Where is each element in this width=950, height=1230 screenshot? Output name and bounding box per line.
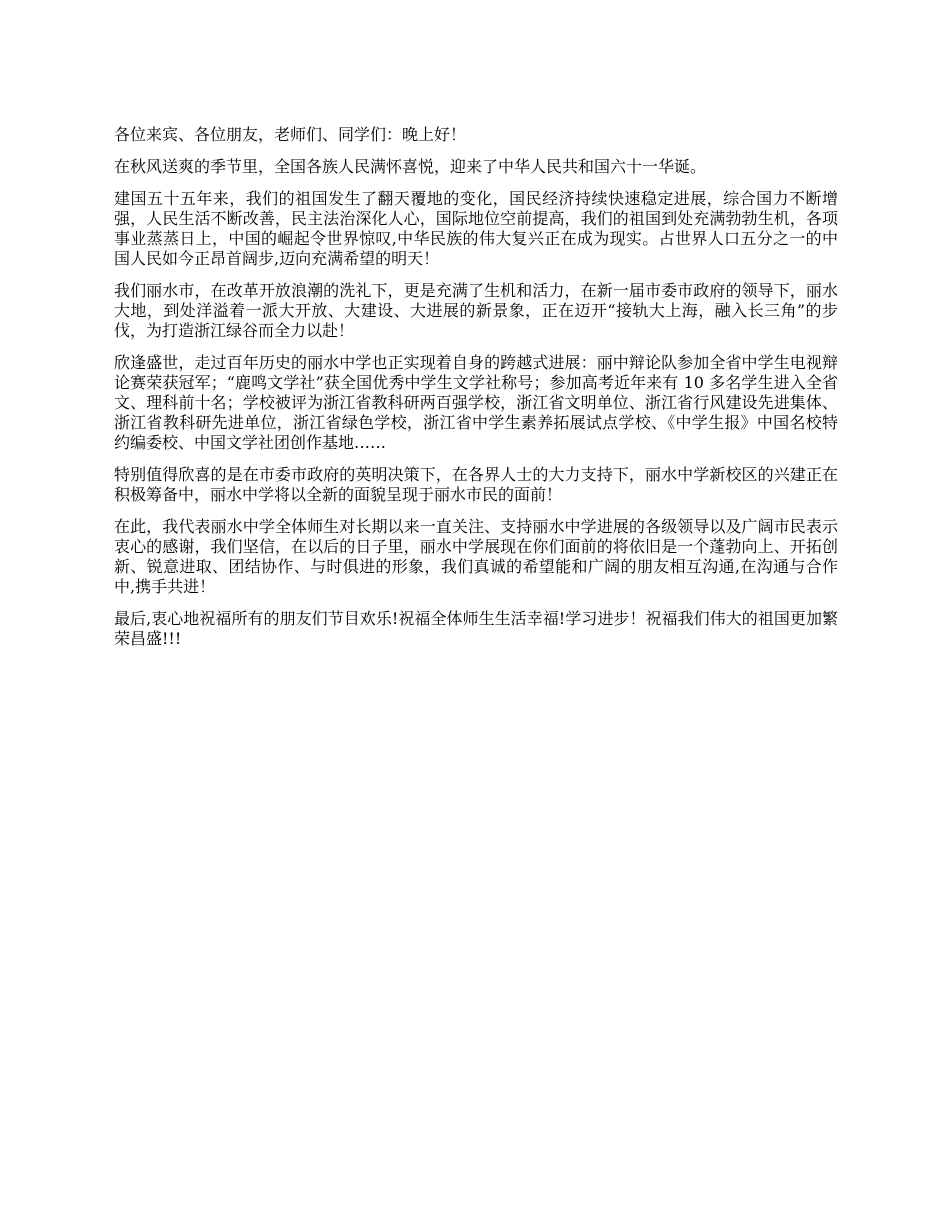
document-body xyxy=(114,125,838,661)
paragraph-motherland-achievements: 建国五十五年来，我们的祖国发生了翻天覆地的变化，国民经济持续快速稳定进展，综合国力不断增强，人民生活不断改善，民主法治深化人心，国际地位空前提高，我们的祖国到处充满勃勃生机，各项事业蒸蒸日上，中国的崛起令世界惊叹,中华民族的伟大复兴正在成为现实。占世界人口五分之一的中国人民如今正昂首阔步,迈向充满希望的明天！ xyxy=(114,189,838,268)
paragraph-thanks: 在此，我代表丽水中学全体师生对长期以来一直关注、支持丽水中学进展的各级领导以及广阔市民表示衷心的感谢，我们坚信，在以后的日子里，丽水中学展现在你们面前的将依旧是一个蓬勃向上、开拓创新、锐意进取、团结协作、与时俱进的形象，我们真诚的希望能和广阔的朋友相互沟通,在沟通与合作中,携手共进！ xyxy=(114,517,838,596)
paragraph-closing-wishes: 最后,衷心地祝福所有的朋友们节目欢乐!祝福全体师生生活幸福!学习进步！祝福我们伟大的祖国更加繁荣昌盛!!! xyxy=(114,609,838,648)
paragraph-national-day: 在秋风送爽的季节里，全国各族人民满怀喜悦，迎来了中华人民共和国六十一华诞。 xyxy=(114,157,707,176)
greeting-paragraph: 各位来宾、各位朋友，老师们、同学们：晚上好！ xyxy=(114,125,467,144)
paragraph-new-campus: 特别值得欣喜的是在市委市政府的英明决策下，在各界人士的大力支持下，丽水中学新校区的兴建正在积极筹备中，丽水中学将以全新的面貌呈现于丽水市民的面前！ xyxy=(114,465,838,504)
paragraph-lishui-city: 我们丽水市，在改革开放浪潮的洗礼下，更是充满了生机和活力，在新一届市委市政府的领导下，丽水大地，到处洋溢着一派大开放、大建设、大进展的新景象，正在迈开“接轨大上海，融入长三角”的步伐，为打造浙江绿谷而全力以赴！ xyxy=(114,281,838,340)
paragraph-school-achievements: 欣逢盛世，走过百年历史的丽水中学也正实现着自身的跨越式进展：丽中辩论队参加全省中学生电视辩论赛荣获冠军；“鹿鸣文学社”获全国优秀中学生文学社称号；参加高考近年来有 10 多名学生进入全省文、理科前十名；学校被评为浙江省教科研两百强学校，浙江省文明单位、浙江省行风建设先进集体、浙江省教科研先进单位，浙江省绿色学校，浙江省中学生素养拓展试点学校、《中学生报》中国名校特约编委校、中国文学社团创作基地…… xyxy=(114,353,838,452)
